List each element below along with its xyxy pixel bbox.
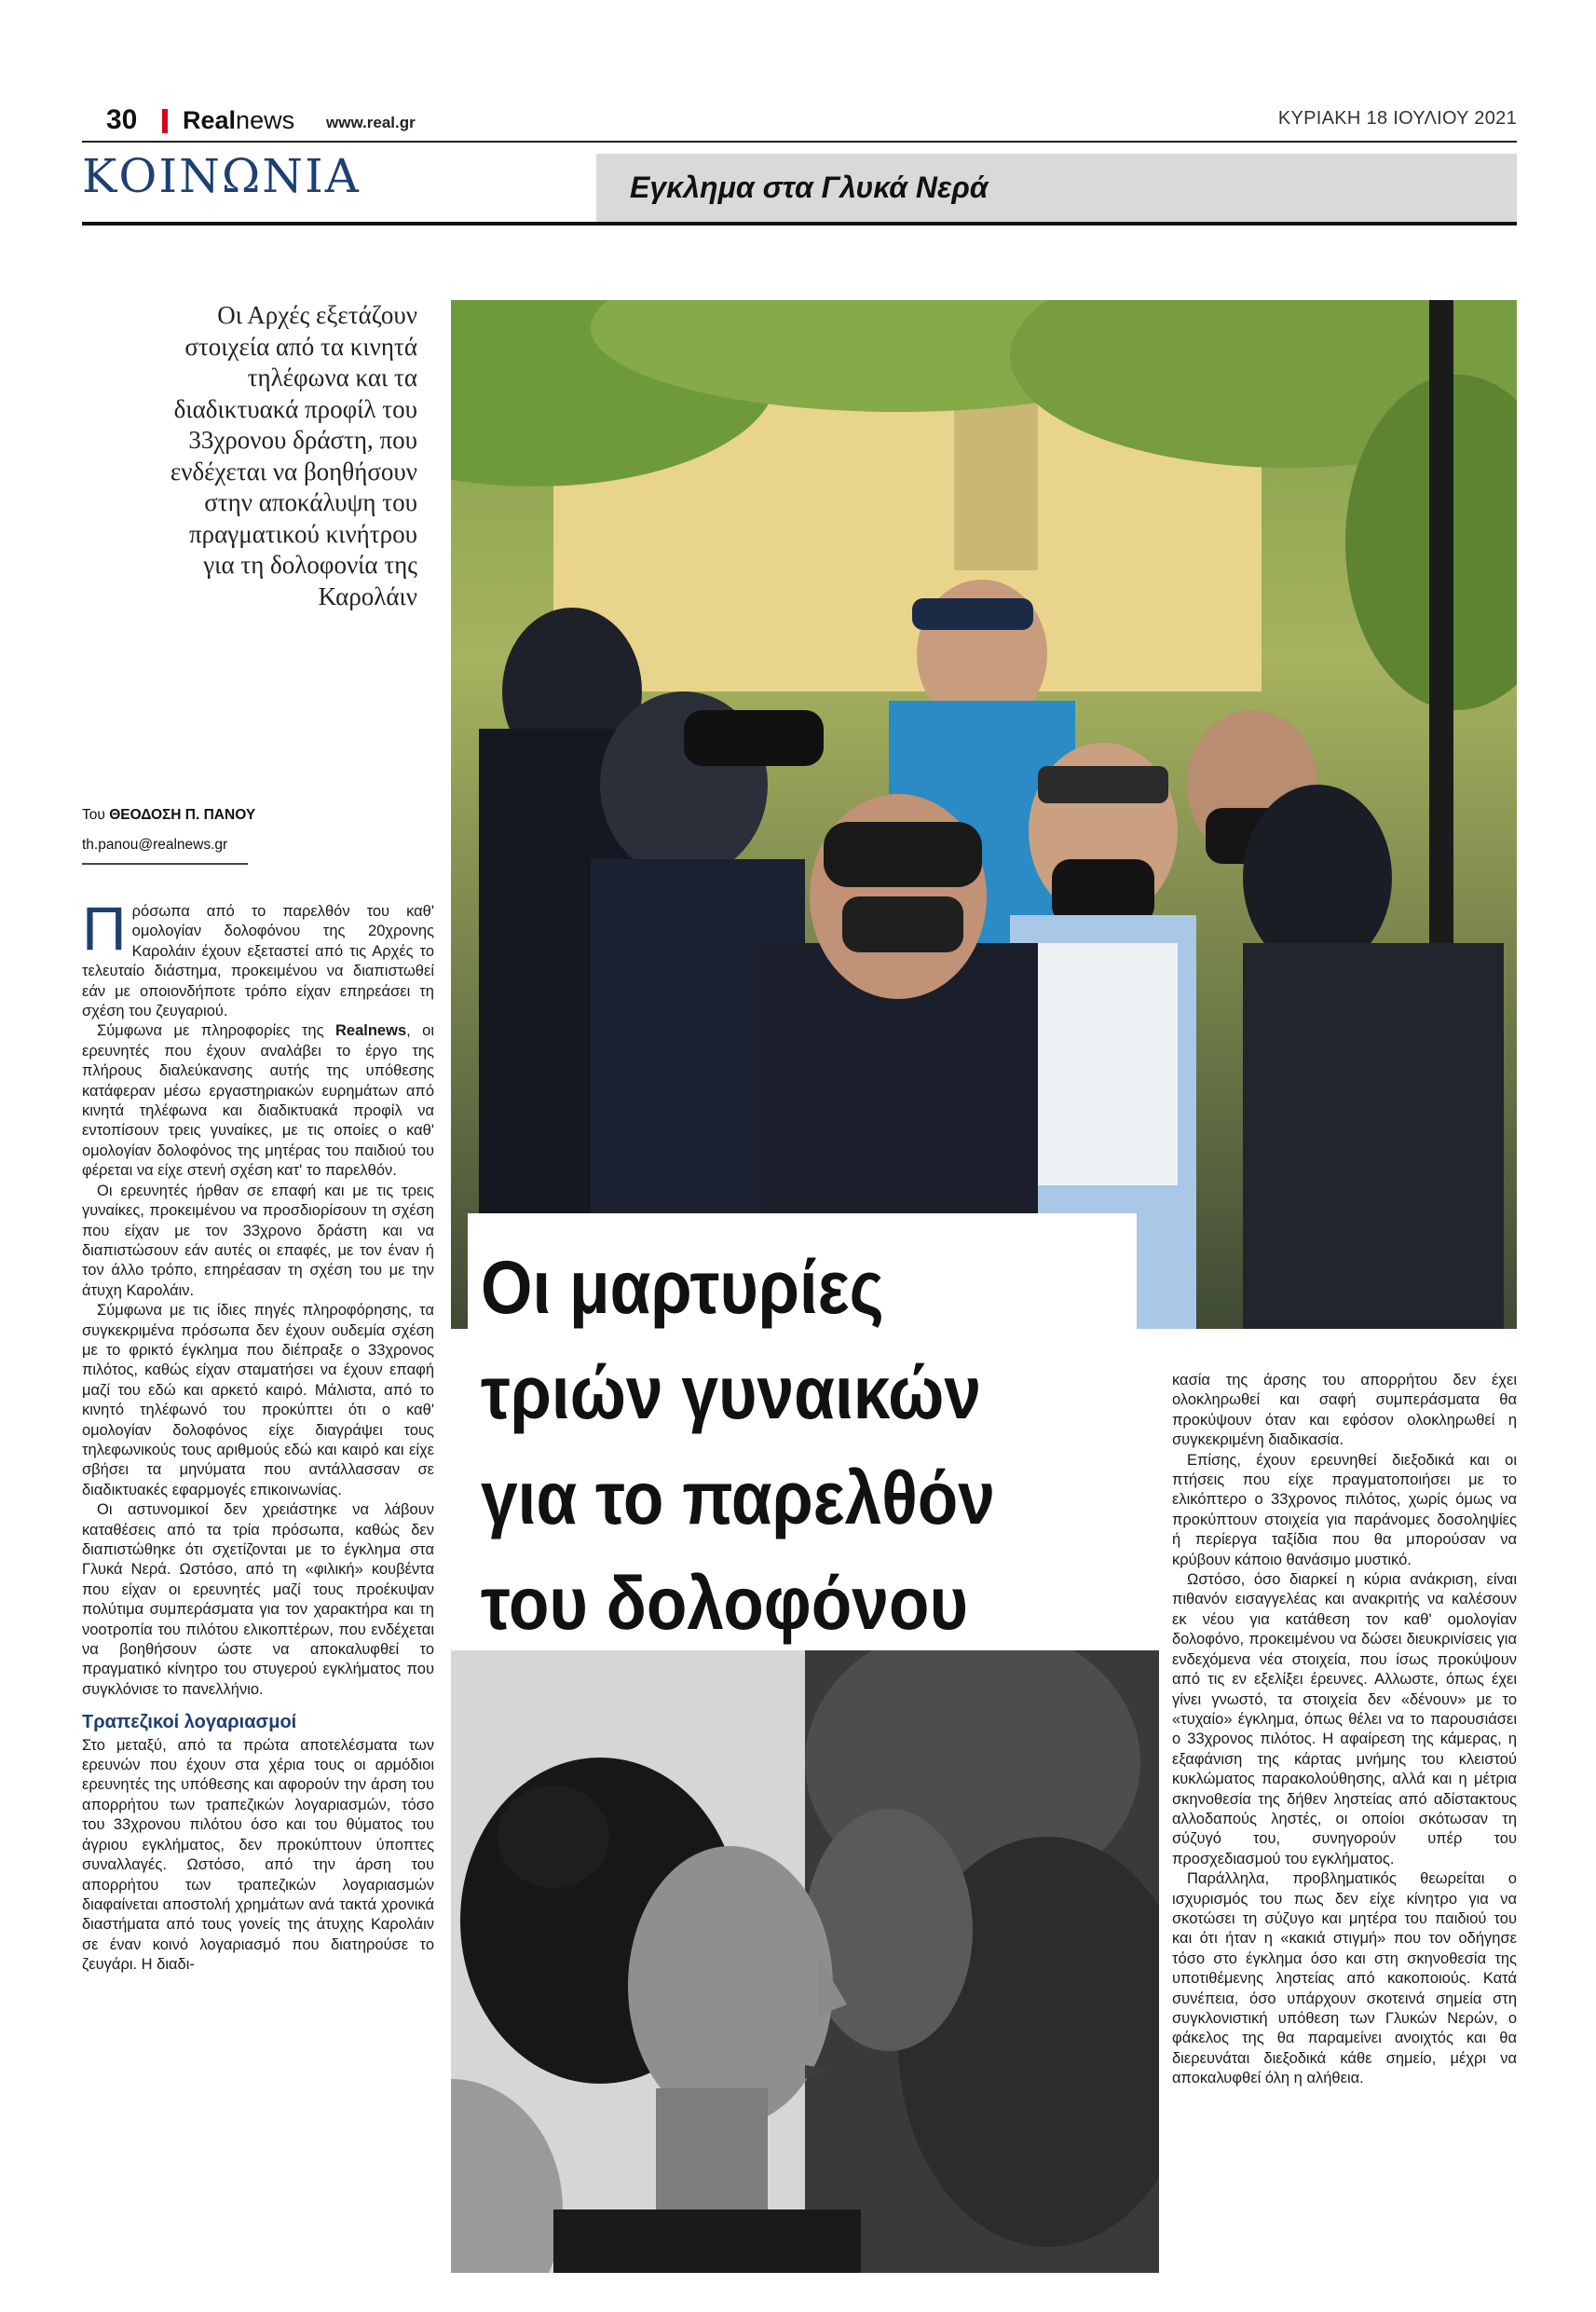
lead-line: Οι Αρχές εξετάζουν xyxy=(217,301,417,329)
page-header xyxy=(82,104,1517,138)
article-paragraph xyxy=(82,1021,434,1181)
brand-logo xyxy=(183,106,294,135)
lead-line: στην αποκάλυψη του xyxy=(204,488,417,516)
topic-band xyxy=(596,154,1517,222)
article-subheading: Τραπεζικοί λογαριασμοί xyxy=(82,1712,297,1733)
article-paragraph: Παράλληλα, προβληματικός θεωρείται ο ισχυρισμός του πως δεν είχε κίνητρο για να σκοτώσει τη σύζυγο και μητέρα του παιδιού του και ότι ήταν η «κακιά στιγμή» που τον οδήγησε τόσο στο έγκλημα όσο και στη σκηνοθεσία της υποτιθέμενης ληστείας από κακοποιούς. Κατά συνέπεια, όσο υπάρχουν σκοτεινά σημεία στη συγκλονιστική υπόθεση των Γλυκών Νερών, ο φάκελος της θα παραμείνει ανοιχτός και θα διερευνάται διεξοδικά κάθε σημείο, μέχρι να αποκαλυφθεί όλη η αλήθεια. xyxy=(1172,1870,1517,2087)
headline-line: για το παρελθόν xyxy=(481,1457,995,1540)
headline-line: Οι μαρτυρίες xyxy=(481,1246,884,1330)
article-column-left xyxy=(82,894,434,1976)
section-title: ΚΟΙΝΩΝΙΑ xyxy=(82,149,361,203)
headline-line: τριών γυναικών xyxy=(481,1351,982,1435)
section-rule xyxy=(82,222,1517,226)
article-paragraph: Επίσης, έχουν ερευνηθεί διεξοδικά και οι πτήσεις που είχε πραγματοποιήσει με το ελικόπτερο ο 33χρονος πιλότος, χωρίς όμως να προκύπτουν στοιχεία για παράνομες δοσοληψίες ή περίεργα ταξίδια που θα μπορούσαν να κρύβουν κάποιο θανάσιμο μυστικό. xyxy=(1172,1451,1517,1568)
lead-line: Καρολάιν xyxy=(318,581,417,610)
author-email[interactable]: th.panou@realnews.gr xyxy=(82,837,228,853)
paragraph-text: , οι ερευνητές που έχουν αναλάβει το έργο της πλήρους διαλεύκανσης αυτής της υπόθεσης κατάφεραν μέσω εργαστηριακών ευρημάτων από κινητά τηλέφωνα και διαδικτυακά προφίλ να εντοπίσουν τρεις γυναίκες, με τις οποίες ο καθ' ομολογίαν δολοφόνος της μητέρας του παιδιού του φέρεται να είχε στενή σχέση κατ' το παρελθόν. xyxy=(82,1022,434,1180)
headline-box xyxy=(468,1213,1137,1646)
paragraph-text: ρόσωπα από το παρελθόν του καθ' ομολογίαν δολοφόνου της 20χρονης Καρολάιν έχουν εξεταστεί από τις Αρχές το τελευταίο διάστημα, προκειμένου να διαπιστωθεί εάν με οποιονδήποτε τρόπο είχαν επηρεάσει τη σχέση του ζευγαριού. xyxy=(82,903,434,1020)
headline xyxy=(481,1236,995,1657)
article-paragraph: Σύμφωνα με τις ίδιες πηγές πληροφόρησης, τα συγκεκριμένα πρόσωπα δεν έχουν ουδεμία σχέση με το φρικτό έγκλημα που διέπραξε ο 33χρονος πιλότος, καθώς είχαν σταματήσει να έχουν επαφή μαζί του εδώ και αρκετό καιρό. Μάλιστα, από το κινητό τηλέφωνό του προκύπτει ότι ο καθ' ομολογίαν δολοφόνος είχε διαγράψει τους τηλεφωνικούς τους αριθμούς εδώ και καιρό και είχε σβήσει τα μηνύματα που αντάλλασσαν σε διαδικτυακές εφαρμογές επικοινωνίας. xyxy=(82,1302,434,1498)
paragraph-text: Σύμφωνα με πληροφορίες της xyxy=(97,1022,335,1040)
brand-bold: Real xyxy=(183,106,237,134)
article-paragraph: Ωστόσο, όσο διαρκεί η κύρια ανάκριση, είναι πιθανόν εισαγγελέας και ανακριτής να καλέσουν εκ νέου για κατάθεση τον καθ' ομολογίαν δολοφόνο, προκειμένου να δώσει διευκρινίσεις για ενδεχόμενα νέα στοιχεία, που ίσως προκύψουν από τις εν εξελίξει έρευνες. Αλλωστε, όπως έχει γίνει γνωστό, τα στοιχεία δεν «δένουν» με το «τυχαίο» έγκλημα, όπως θέλει να το παρουσιάσει ο 33χρονος πιλότος. Η αφαίρεση της κάμερας, η εξαφάνιση της κάρτας μνήμης του κλειστού κυκλώματος παρακολούθησης, αλλά και η μέτρια σκηνοθεσία της δήθεν ληστείας από αδίστακτους αλλοδαπούς ληστές, οι οποίοι σκότωσαν τη σύζυγό του, συνηγορούν υπέρ του προσχεδιασμού του εγκλήματος. xyxy=(1172,1571,1517,1867)
byline-prefix: Του xyxy=(82,807,105,823)
lead-line: 33χρονου δράστη, που xyxy=(188,426,417,454)
publication-date: ΚΥΡΙΑΚΗ 18 ΙΟΥΛΙΟΥ 2021 xyxy=(1277,108,1517,129)
lead-line: για τη δολοφονία της xyxy=(203,551,417,579)
lead-line: τηλέφωνα και τα xyxy=(247,363,417,391)
website-url: www.real.gr xyxy=(326,114,416,131)
lead-line: στοιχεία από τα κινητά xyxy=(184,332,417,361)
lead-quote xyxy=(101,300,417,612)
article-paragraph xyxy=(82,894,434,1021)
main-photo xyxy=(451,300,1517,1329)
byline-rule xyxy=(82,863,248,865)
article-paragraph: Οι ερευνητές ήρθαν σε επαφή και με τις τρεις γυναίκες, προκειμένου να προσδιορίσουν τη σχέση που είχαν με τον 33χρονο δράστη και να διαπιστώσουν εάν αυτές οι επαφές, με τον έναν ή τον άλλο τρόπο, επηρέασαν τη σχέση του με την άτυχη Καρολάιν. xyxy=(82,1182,434,1299)
main-photo-illustration xyxy=(451,300,1517,1329)
article-paragraph: Οι αστυνομικοί δεν χρειάστηκε να λάβουν καταθέσεις από τα τρία πρόσωπα, καθώς δεν διαπιστώθηκε ότι σχετίζονται με το έγκλημα στα Γλυκά Νερά. Ωστόσο, από τη «φιλική» κουβέντα που είχαν οι ερευνητές μαζί τους προέκυψαν πολύτιμα συμπεράσματα για τον χαρακτήρα και τη νοοτροπία του πιλότου ελικοπτέρων, που ενδέχεται να βοηθήσουν ώστε να αποκαλυφθεί το πραγματικό κίνητρο του στυγερού εγκλήματος που συγκλόνισε το πανελλήνιο. xyxy=(82,1501,434,1698)
brand-light: news xyxy=(236,106,295,134)
page-number: 30 xyxy=(106,104,138,135)
lead-line: ενδέχεται να βοηθήσουν xyxy=(170,457,417,486)
header-rule xyxy=(82,141,1517,143)
drop-cap: Π xyxy=(82,894,127,963)
article-column-right xyxy=(1172,1371,1517,2089)
headline-line: του δολοφόνου xyxy=(481,1562,968,1646)
header-separator xyxy=(162,109,168,133)
article-paragraph: κασία της άρσης του απορρήτου δεν έχει ολοκληρωθεί και σαφή συμπεράσματα θα προκύψουν όταν και εφόσον ολοκληρωθεί η συγκεκριμένη διαδικασία. xyxy=(1172,1372,1517,1449)
lead-line: πραγματικού κινήτρου xyxy=(189,519,417,548)
lead-line: διαδικτυακά προφίλ του xyxy=(173,394,417,423)
byline xyxy=(82,807,255,824)
brand-mention: Realnews xyxy=(335,1022,407,1040)
author-name: ΘΕΟΔΟΣΗ Π. ΠΑΝΟΥ xyxy=(109,807,256,823)
topic-title: Εγκλημα στα Γλυκά Νερά xyxy=(630,171,989,204)
portrait-photo xyxy=(451,1650,1159,2273)
article-paragraph: Στο μεταξύ, από τα πρώτα αποτελέσματα των ερευνών που έχουν στα χέρια τους οι αρμόδιοι ερευνητές της υπόθεσης και αφορούν την άρση του απορρήτου των τραπεζικών λογαριασμών, τόσο του 33χρονου πιλότου όσο και του θύματος του άγριου εγκλήματος, δεν προκύπτουν ύποπτες συναλλαγές. Ωστόσο, από την άρση του απορρήτου των τραπεζικών λογαριασμών διαφαίνεται αποστολή χρημάτων ανά τακτά χρονικά διαστήματα από τους γονείς της άτυχης Καρολάιν σε έναν κοινό λογαριασμό που διατηρούσε το ζευγάρι. Η διαδι- xyxy=(82,1736,434,1974)
portrait-illustration xyxy=(451,1650,1159,2273)
